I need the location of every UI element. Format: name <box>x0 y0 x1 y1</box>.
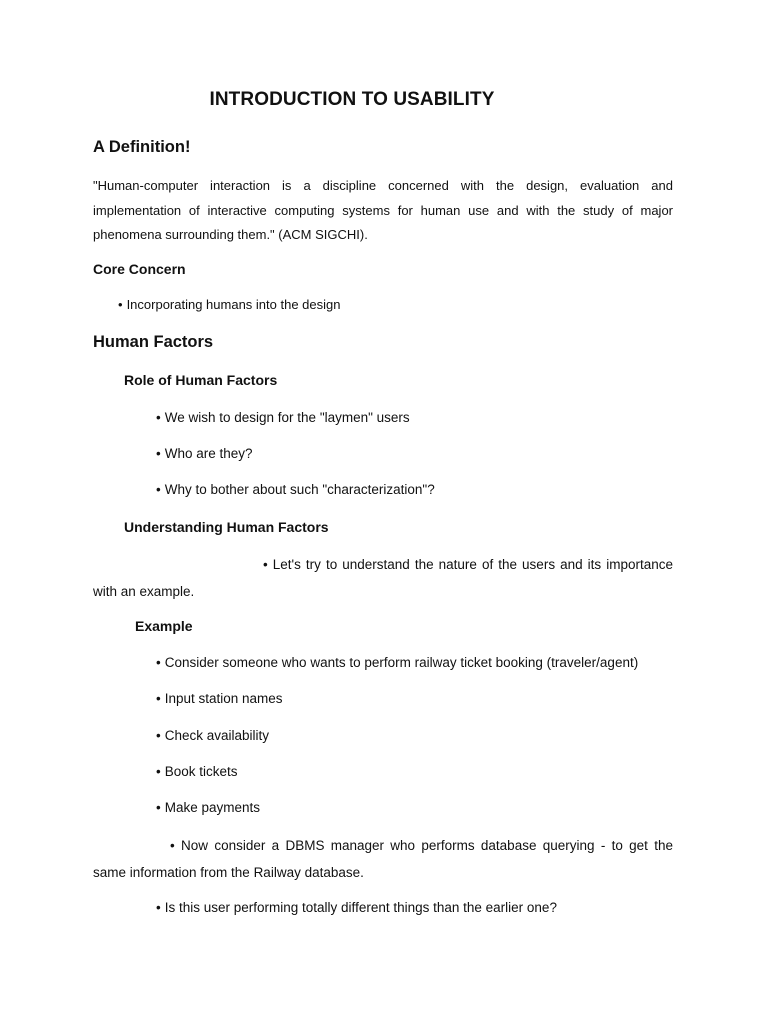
understanding-heading: Understanding Human Factors <box>124 519 329 535</box>
list-item <box>156 482 435 497</box>
definition-heading: A Definition! <box>93 138 191 156</box>
bullet-icon: • <box>156 410 161 425</box>
bullet-icon: • <box>156 691 161 706</box>
bullet-icon: • <box>156 764 161 779</box>
list-item-text: Who are they? <box>164 446 253 461</box>
list-item-text: Why to bother about such "characterization"? <box>164 482 435 497</box>
page-title: INTRODUCTION TO USABILITY <box>209 89 495 110</box>
bullet-icon: • <box>156 482 161 497</box>
bullet-icon: • <box>156 900 161 915</box>
list-item <box>156 446 253 461</box>
list-item-text: Check availability <box>164 728 270 743</box>
list-item-text: Input station names <box>164 691 283 706</box>
list-item <box>93 551 673 605</box>
list-item-text: We wish to design for the "laymen" users <box>164 410 410 425</box>
list-item <box>156 800 260 815</box>
bullet-icon: • <box>170 838 175 853</box>
list-item <box>156 728 269 743</box>
bullet-icon: • <box>118 297 123 312</box>
definition-paragraph: "Human-computer interaction is a discipline concerned with the design, evaluation and implementation of interactive computing systems for human use and with the study of major phenomena surrounding them." (ACM SIGCHI). <box>93 178 673 242</box>
list-item-text: Incorporating humans into the design <box>126 297 341 312</box>
list-item <box>156 691 283 706</box>
list-item-text: Now consider a DBMS manager who performs database querying - to get the same information from the Railway database. <box>93 838 673 880</box>
bullet-icon: • <box>156 728 161 743</box>
list-item-text: Consider someone who wants to perform railway ticket booking (traveler/agent) <box>164 655 639 670</box>
list-item <box>156 764 238 779</box>
bullet-icon: • <box>156 446 161 461</box>
list-item <box>118 297 340 312</box>
list-item-text: Is this user performing totally different things than the earlier one? <box>164 900 557 915</box>
bullet-icon: • <box>156 655 161 670</box>
bullet-icon: • <box>156 800 161 815</box>
list-item-text: Make payments <box>164 800 261 815</box>
core-concern-heading: Core Concern <box>93 261 186 277</box>
human-factors-heading: Human Factors <box>93 333 214 351</box>
bullet-icon: • <box>263 557 268 572</box>
list-item <box>156 655 638 670</box>
list-item-text: Book tickets <box>164 764 238 779</box>
example-heading: Example <box>135 618 193 634</box>
list-item <box>156 900 557 915</box>
list-item <box>156 410 410 425</box>
role-heading: Role of Human Factors <box>124 372 278 388</box>
list-item-text: Let's try to understand the nature of the users and its importance with an example. <box>93 557 673 599</box>
list-item <box>93 832 673 886</box>
